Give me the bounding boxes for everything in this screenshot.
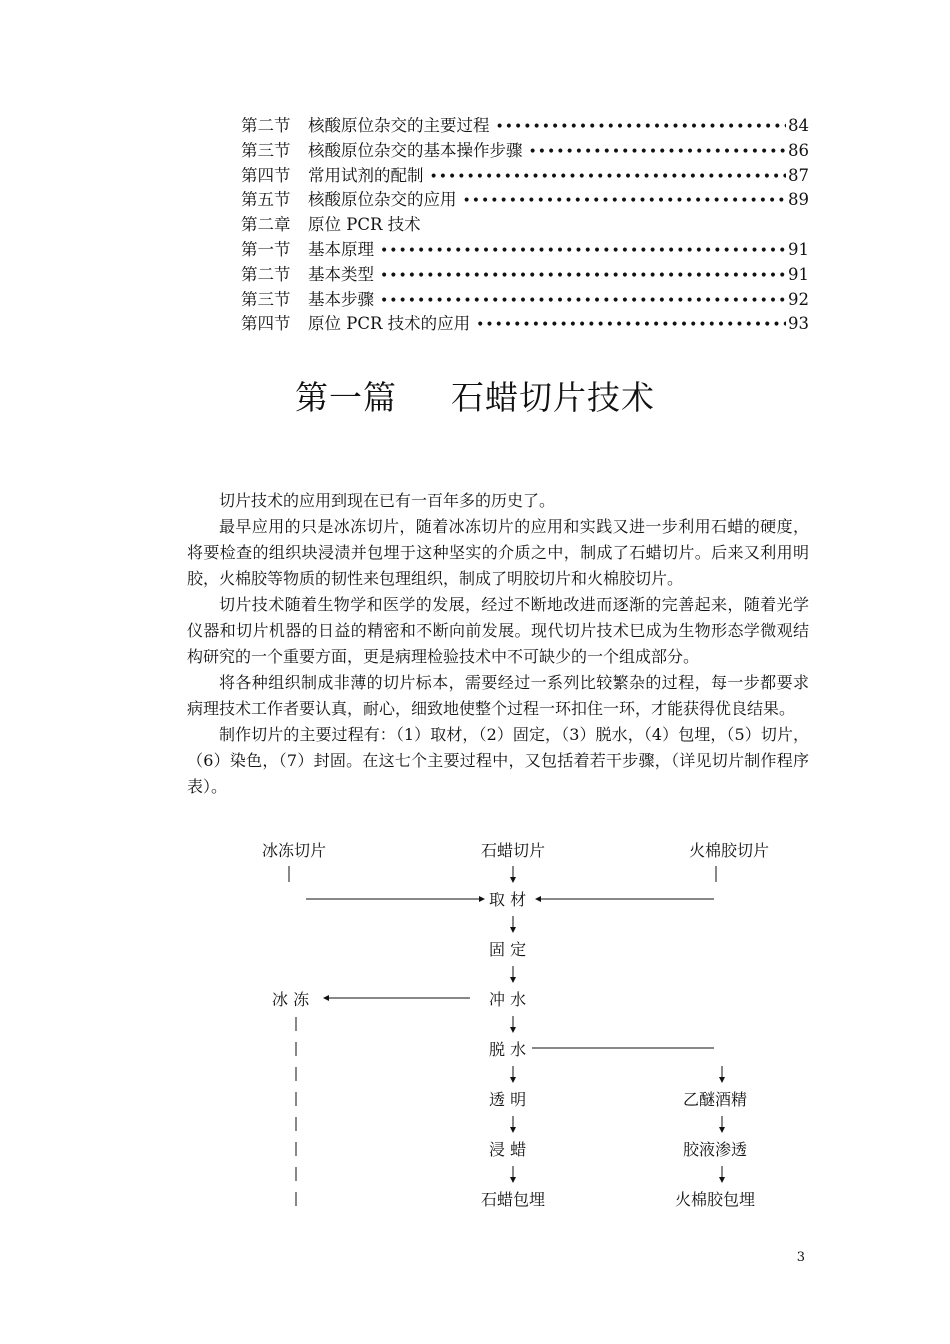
toc-section-label: 第一节 [241, 239, 291, 259]
toc-title: 核酸原位杂交的基本操作步骤 [308, 140, 523, 160]
paragraph: 切片技术的应用到现在已有一百年多的历史了。 [219, 491, 556, 510]
toc-section-label: 第二节 [241, 264, 291, 284]
paragraph: 最早应用的只是冰冻切片，随着冰冻切片的应用和实践又进一步利用石蜡的硬度，将要检查的组织块浸渍并包埋于这种坚实的介质之中，制成了石蜡切片。后来又利用明胶，火棉胶等物质的韧性来包理组织，制成了明胶切片和火棉胶切片。 [187, 517, 809, 588]
toc-section-label: 第三节 [241, 289, 291, 309]
flow-step-sampling: 取 材 [489, 890, 527, 909]
toc-leader-dots [380, 239, 786, 264]
toc-chapter-entry[interactable] [241, 213, 809, 238]
toc-chapter-label: 第二章 [241, 215, 291, 235]
toc-entry[interactable] [241, 288, 809, 313]
part-heading [0, 372, 950, 419]
toc-chapter-title: 原位 PCR 技术 [308, 215, 421, 235]
toc-page-number: 93 [788, 314, 809, 334]
page-number: 3 [796, 1250, 805, 1265]
flow-celloidin-section-header: 火棉胶切片 [689, 841, 770, 860]
toc-leader-dots [380, 289, 786, 314]
body-text [187, 488, 809, 800]
toc-title: 核酸原位杂交的主要过程 [308, 116, 490, 135]
flow-frozen-section-header: 冰冻切片 [262, 841, 327, 860]
toc-leader-dots [496, 115, 787, 140]
toc-title: 基本步骤 [308, 289, 374, 309]
toc-entry[interactable] [241, 114, 809, 139]
toc-entry[interactable] [241, 164, 809, 189]
paragraph: 切片技术随着生物学和医学的发展，经过不断地改进而逐渐的完善起来，随着光学仪器和切片机器的日益的精密和不断向前发展。现代切片技术巳成为生物形态学微观结构研究的一个重要方面，更是病理检验技术中不可缺少的一个组成部分。 [187, 595, 809, 666]
toc-section-label: 第三节 [241, 140, 291, 160]
toc-page-number: 91 [788, 239, 809, 259]
toc-page-number: 86 [788, 140, 809, 160]
toc-leader-dots [380, 264, 786, 289]
toc-title: 基本类型 [308, 264, 374, 284]
table-of-contents [241, 114, 809, 337]
paragraph: 制作切片的主要过程有：（1）取材，（2）固定，（3）脱水，（4）包埋，（5）切片，（6）染色，（7）封固。在这七个主要过程中，又包括着若干步骤，（详见切片制作程序表）。 [187, 725, 809, 796]
toc-leader-dots [430, 165, 787, 190]
toc-entry[interactable] [241, 312, 809, 337]
flow-step-clearing: 透 明 [489, 1090, 527, 1109]
part-label: 第一篇 [295, 378, 397, 417]
flow-step-glue-infiltration: 胶液渗透 [683, 1140, 748, 1159]
toc-leader-dots [476, 313, 786, 338]
toc-leader-dots [463, 189, 787, 214]
toc-title: 核酸原位杂交的应用 [308, 190, 457, 210]
toc-title: 基本原理 [308, 239, 374, 259]
toc-entry[interactable] [241, 188, 809, 213]
toc-section-label: 第二节 [241, 116, 291, 135]
toc-page-number: 92 [788, 289, 809, 309]
flow-paraffin-section-header: 石蜡切片 [481, 841, 546, 860]
toc-entry[interactable] [241, 263, 809, 288]
toc-entry[interactable] [241, 238, 809, 263]
part-title-text: 石蜡切片技术 [451, 378, 655, 417]
flow-step-rinsing: 冲 水 [489, 990, 527, 1009]
toc-page-number: 87 [788, 165, 809, 185]
flow-step-ether-alcohol: 乙醚酒精 [683, 1090, 748, 1109]
toc-section-label: 第五节 [241, 190, 291, 210]
toc-page-number: 91 [788, 264, 809, 284]
flow-step-fixation: 固 定 [489, 940, 527, 959]
toc-page-number: 89 [788, 190, 809, 210]
toc-section-label: 第四节 [241, 314, 291, 334]
flow-step-freezing: 冰 冻 [272, 990, 310, 1009]
toc-section-label: 第四节 [241, 165, 291, 185]
flow-step-infiltration: 浸 蜡 [489, 1140, 527, 1159]
flow-step-paraffin-embedding: 石蜡包埋 [481, 1190, 546, 1209]
toc-page-number: 84 [788, 116, 809, 135]
toc-title: 原位 PCR 技术的应用 [308, 314, 471, 334]
flow-step-dehydration: 脱 水 [489, 1040, 527, 1059]
paragraph: 将各种组织制成非薄的切片标本，需要经过一系列比较繁杂的过程，每一步都要求病理技术工作者要认真，耐心，细致地使整个过程一环扣住一环，才能获得优良结果。 [187, 673, 809, 718]
toc-title: 常用试剂的配制 [308, 165, 424, 185]
flow-step-celloidin-embedding: 火棉胶包埋 [675, 1190, 756, 1209]
toc-leader-dots [529, 140, 787, 165]
toc-entry[interactable] [241, 139, 809, 164]
